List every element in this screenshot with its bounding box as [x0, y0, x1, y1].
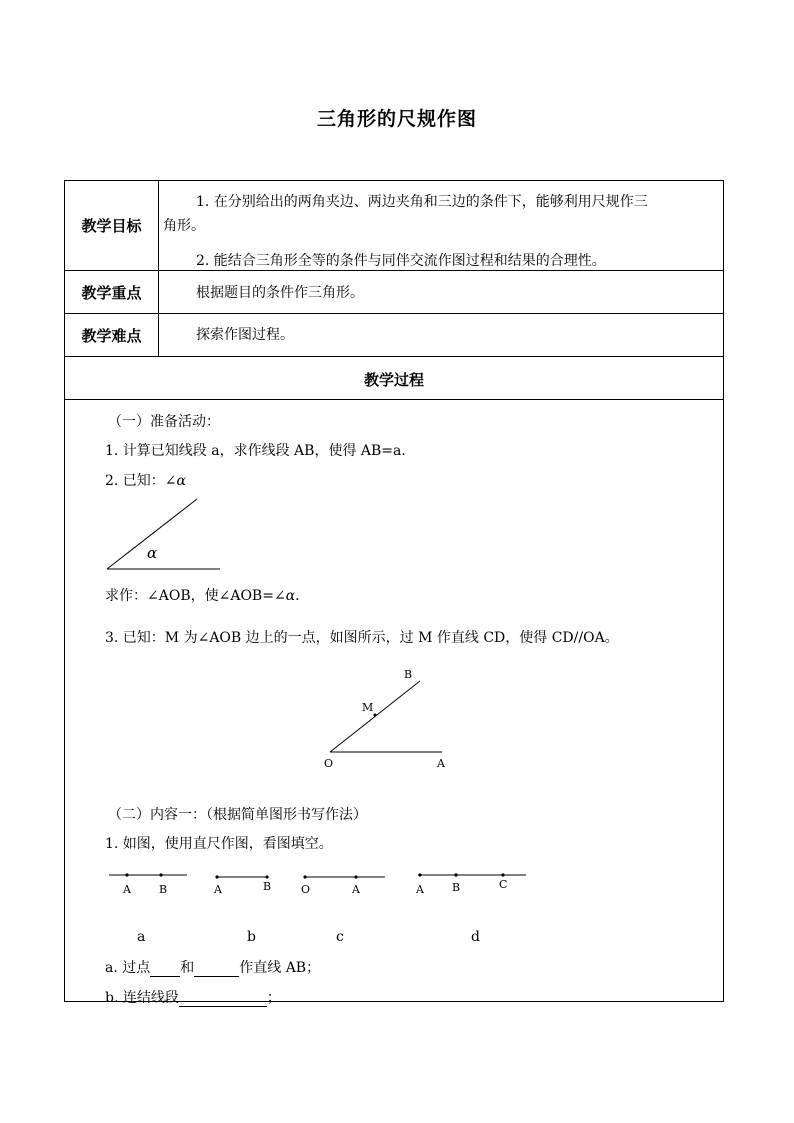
fig-d-label-b: B: [452, 881, 461, 894]
goal-label: 教学目标: [81, 217, 142, 235]
fig-d-label-a: A: [416, 883, 424, 896]
key-point-label: 教学重点: [81, 284, 142, 302]
label-b: B: [404, 668, 413, 681]
prep-question-3: 3. 已知：M 为∠AOB 边上的一点，如图所示，过 M 作直线 CD，使得 CD//OA。: [105, 630, 619, 646]
caption-d: d: [471, 929, 480, 945]
caption-a: a: [137, 929, 146, 945]
difficulty-text: 探索作图过程。: [196, 327, 294, 343]
goal-item-2: 2. 能结合三角形全等的条件与同伴交流作图过程和结果的合理性。: [196, 253, 606, 269]
blank-line[interactable]: [150, 962, 180, 977]
fill-blank-a: a. 过点 和 作直线 AB；: [105, 960, 321, 976]
fig-b-label-a: A: [214, 883, 222, 896]
fill-blank-b: b. 连结线段 ；: [105, 990, 281, 1006]
prep-question-1: 1. 计算已知线段 a，求作线段 AB，使得 AB=a．: [105, 443, 416, 459]
prep-question-2: 2. 已知：∠α: [105, 473, 187, 489]
content-question-1: 1. 如图，使用直尺作图，看图填空。: [105, 836, 333, 852]
content-heading: （二）内容一：（根据简单图形书写作法）: [108, 807, 367, 823]
caption-b: b: [247, 929, 256, 945]
page-title: 三角形的尺规作图: [316, 108, 477, 130]
goal-item-1: 1. 在分别给出的两角夹边、两边夹角和三边的条件下，能够利用尺规作三: [196, 194, 648, 210]
blank-line[interactable]: [194, 962, 239, 977]
line-figures: [65, 181, 725, 1003]
fig-a-label-b: B: [159, 883, 168, 896]
prep-heading: （一）准备活动：: [108, 414, 220, 430]
blank-line[interactable]: [179, 992, 267, 1007]
process-header: 教学过程: [363, 371, 424, 389]
difficulty-label: 教学难点: [81, 327, 142, 345]
key-point-text: 根据题目的条件作三角形。: [196, 285, 364, 301]
fig-c-label-o: O: [301, 883, 311, 896]
caption-c: c: [336, 929, 344, 945]
label-a: A: [437, 757, 445, 770]
alpha-label: α: [147, 544, 158, 562]
fig-b-label-b: B: [263, 880, 272, 893]
fig-a-label-a: A: [123, 883, 131, 896]
lesson-table: [64, 180, 724, 1006]
label-o: O: [324, 757, 334, 770]
label-m: M: [362, 701, 374, 714]
prep-question-2-request: 求作：∠AOB，使∠AOB=∠α.: [105, 588, 300, 604]
fig-d-label-c: C: [499, 878, 508, 891]
fig-c-label-a: A: [352, 883, 360, 896]
goal-item-1-cont: 角形。: [163, 218, 205, 234]
